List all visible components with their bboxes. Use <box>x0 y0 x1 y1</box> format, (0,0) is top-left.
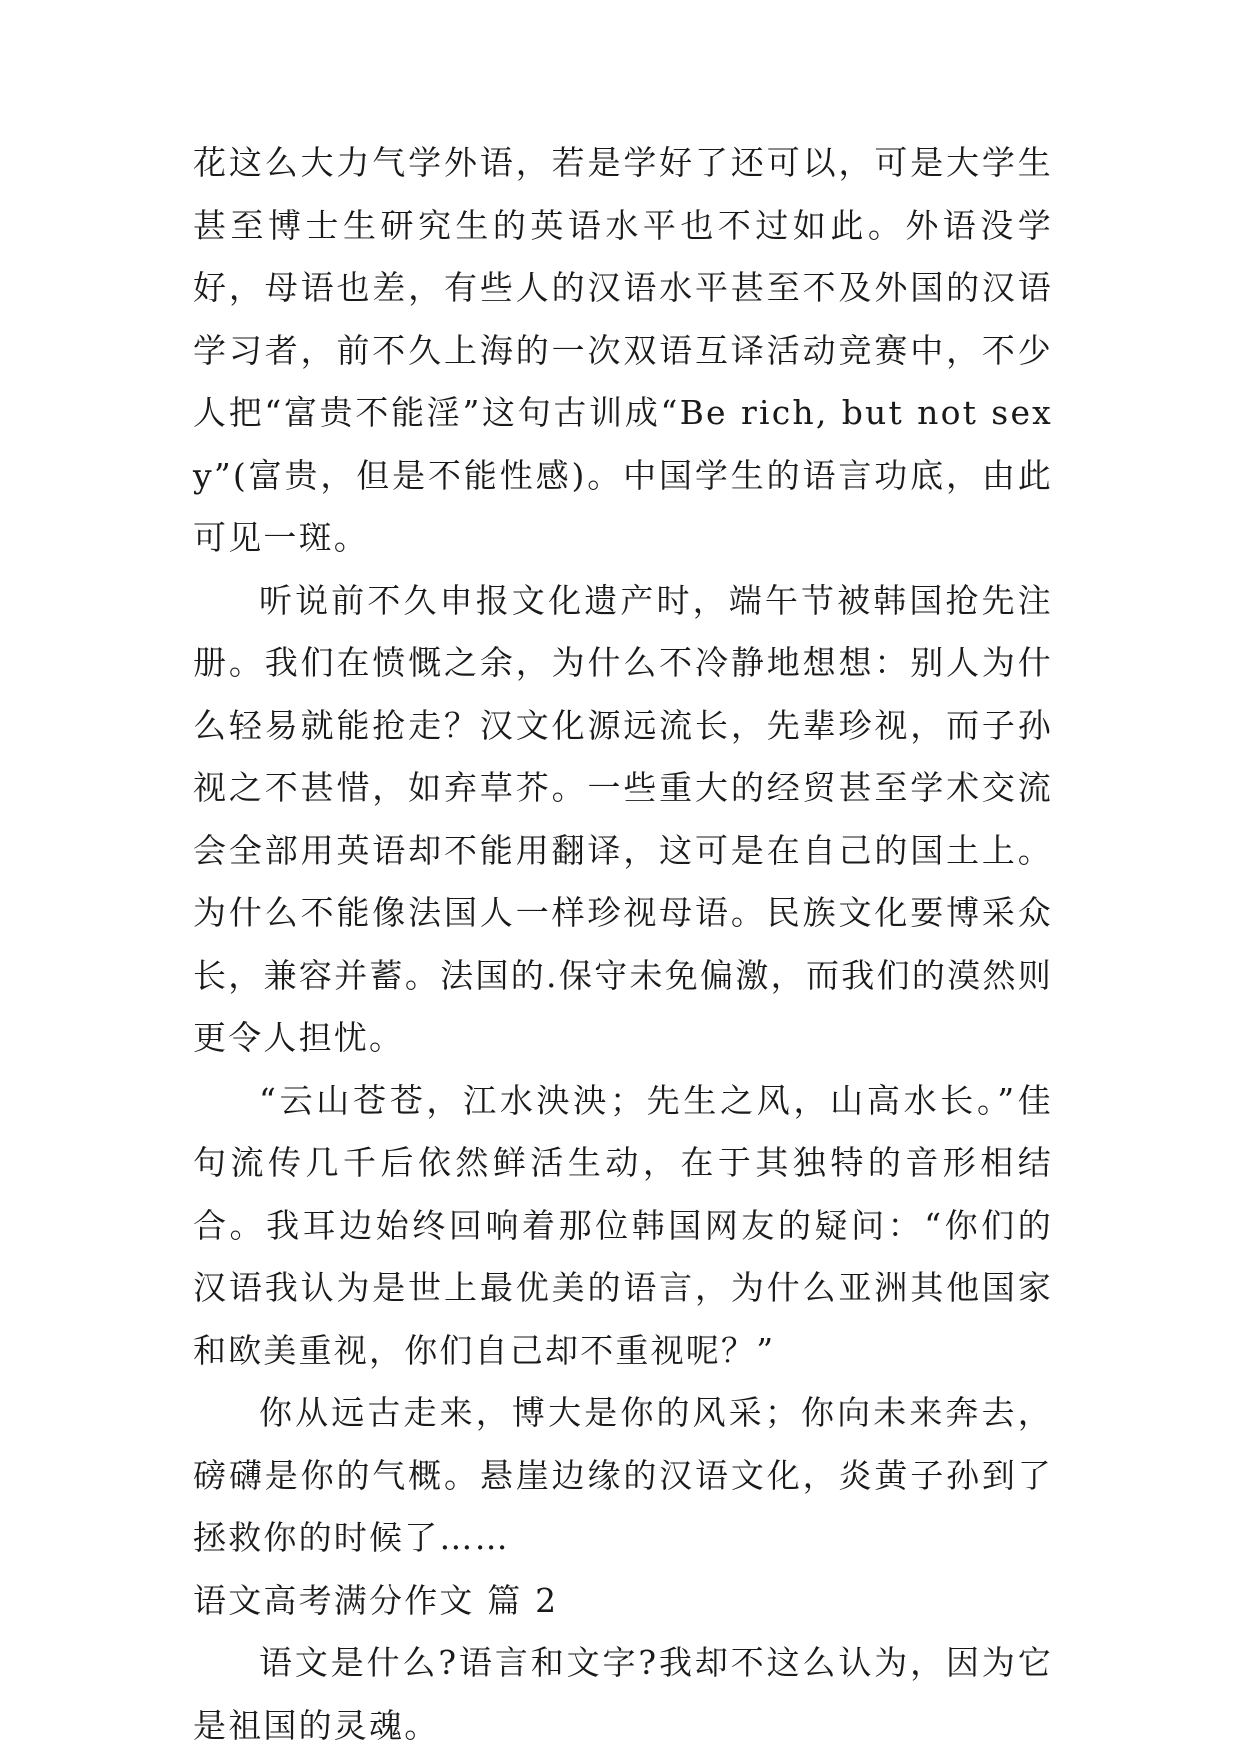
paragraph-2: 听说前不久申报文化遗产时，端午节被韩国抢先注册。我们在愤慨之余，为什么不冷静地想想：别人为什么轻易就能抢走？汉文化源远流长，先辈珍视，而子孙视之不甚惜，如弃草芥。一些重大的经贸甚至学术交流会全部用英语却不能用翻译，这可是在自己的国土上。为什么不能像法国人一样珍视母语。民族文化要博采众长，兼容并蓄。法国的.保守未免偏激，而我们的漠然则更令人担忧。 <box>193 580 1053 1057</box>
paragraph-4: 你从远古走来，博大是你的风采；你向未来奔去，磅礴是你的气概。悬崖边缘的汉语文化，炎黄子孙到了拯救你的时候了…… <box>193 1393 1053 1557</box>
document-body <box>193 132 1053 1757</box>
paragraph-3: “云山苍苍，江水泱泱；先生之风，山高水长。”佳句流传几千后依然鲜活生动，在于其独特的音形相结合。我耳边始终回响着那位韩国网友的疑问：“你们的汉语我认为是世上最优美的语言，为什么亚洲其他国家和欧美重视，你们自己却不重视呢？” <box>193 1080 1053 1370</box>
paragraph-5: 语文是什么?语言和文字?我却不这么认为，因为它是祖国的灵魂。 <box>193 1643 1053 1745</box>
paragraph-1: 花这么大力气学外语，若是学好了还可以，可是大学生甚至博士生研究生的英语水平也不过如此。外语没学好，母语也差，有些人的汉语水平甚至不及外国的汉语学习者，前不久上海的一次双语互译活动竞赛中，不少人把“富贵不能淫”这句古训成“Be rich, but not sexy”(富贵，但是不能性感)。中国学生的语言功底，由此可见一斑。 <box>193 143 1053 557</box>
section-heading: 语文高考满分作文 篇 2 <box>193 1580 559 1620</box>
